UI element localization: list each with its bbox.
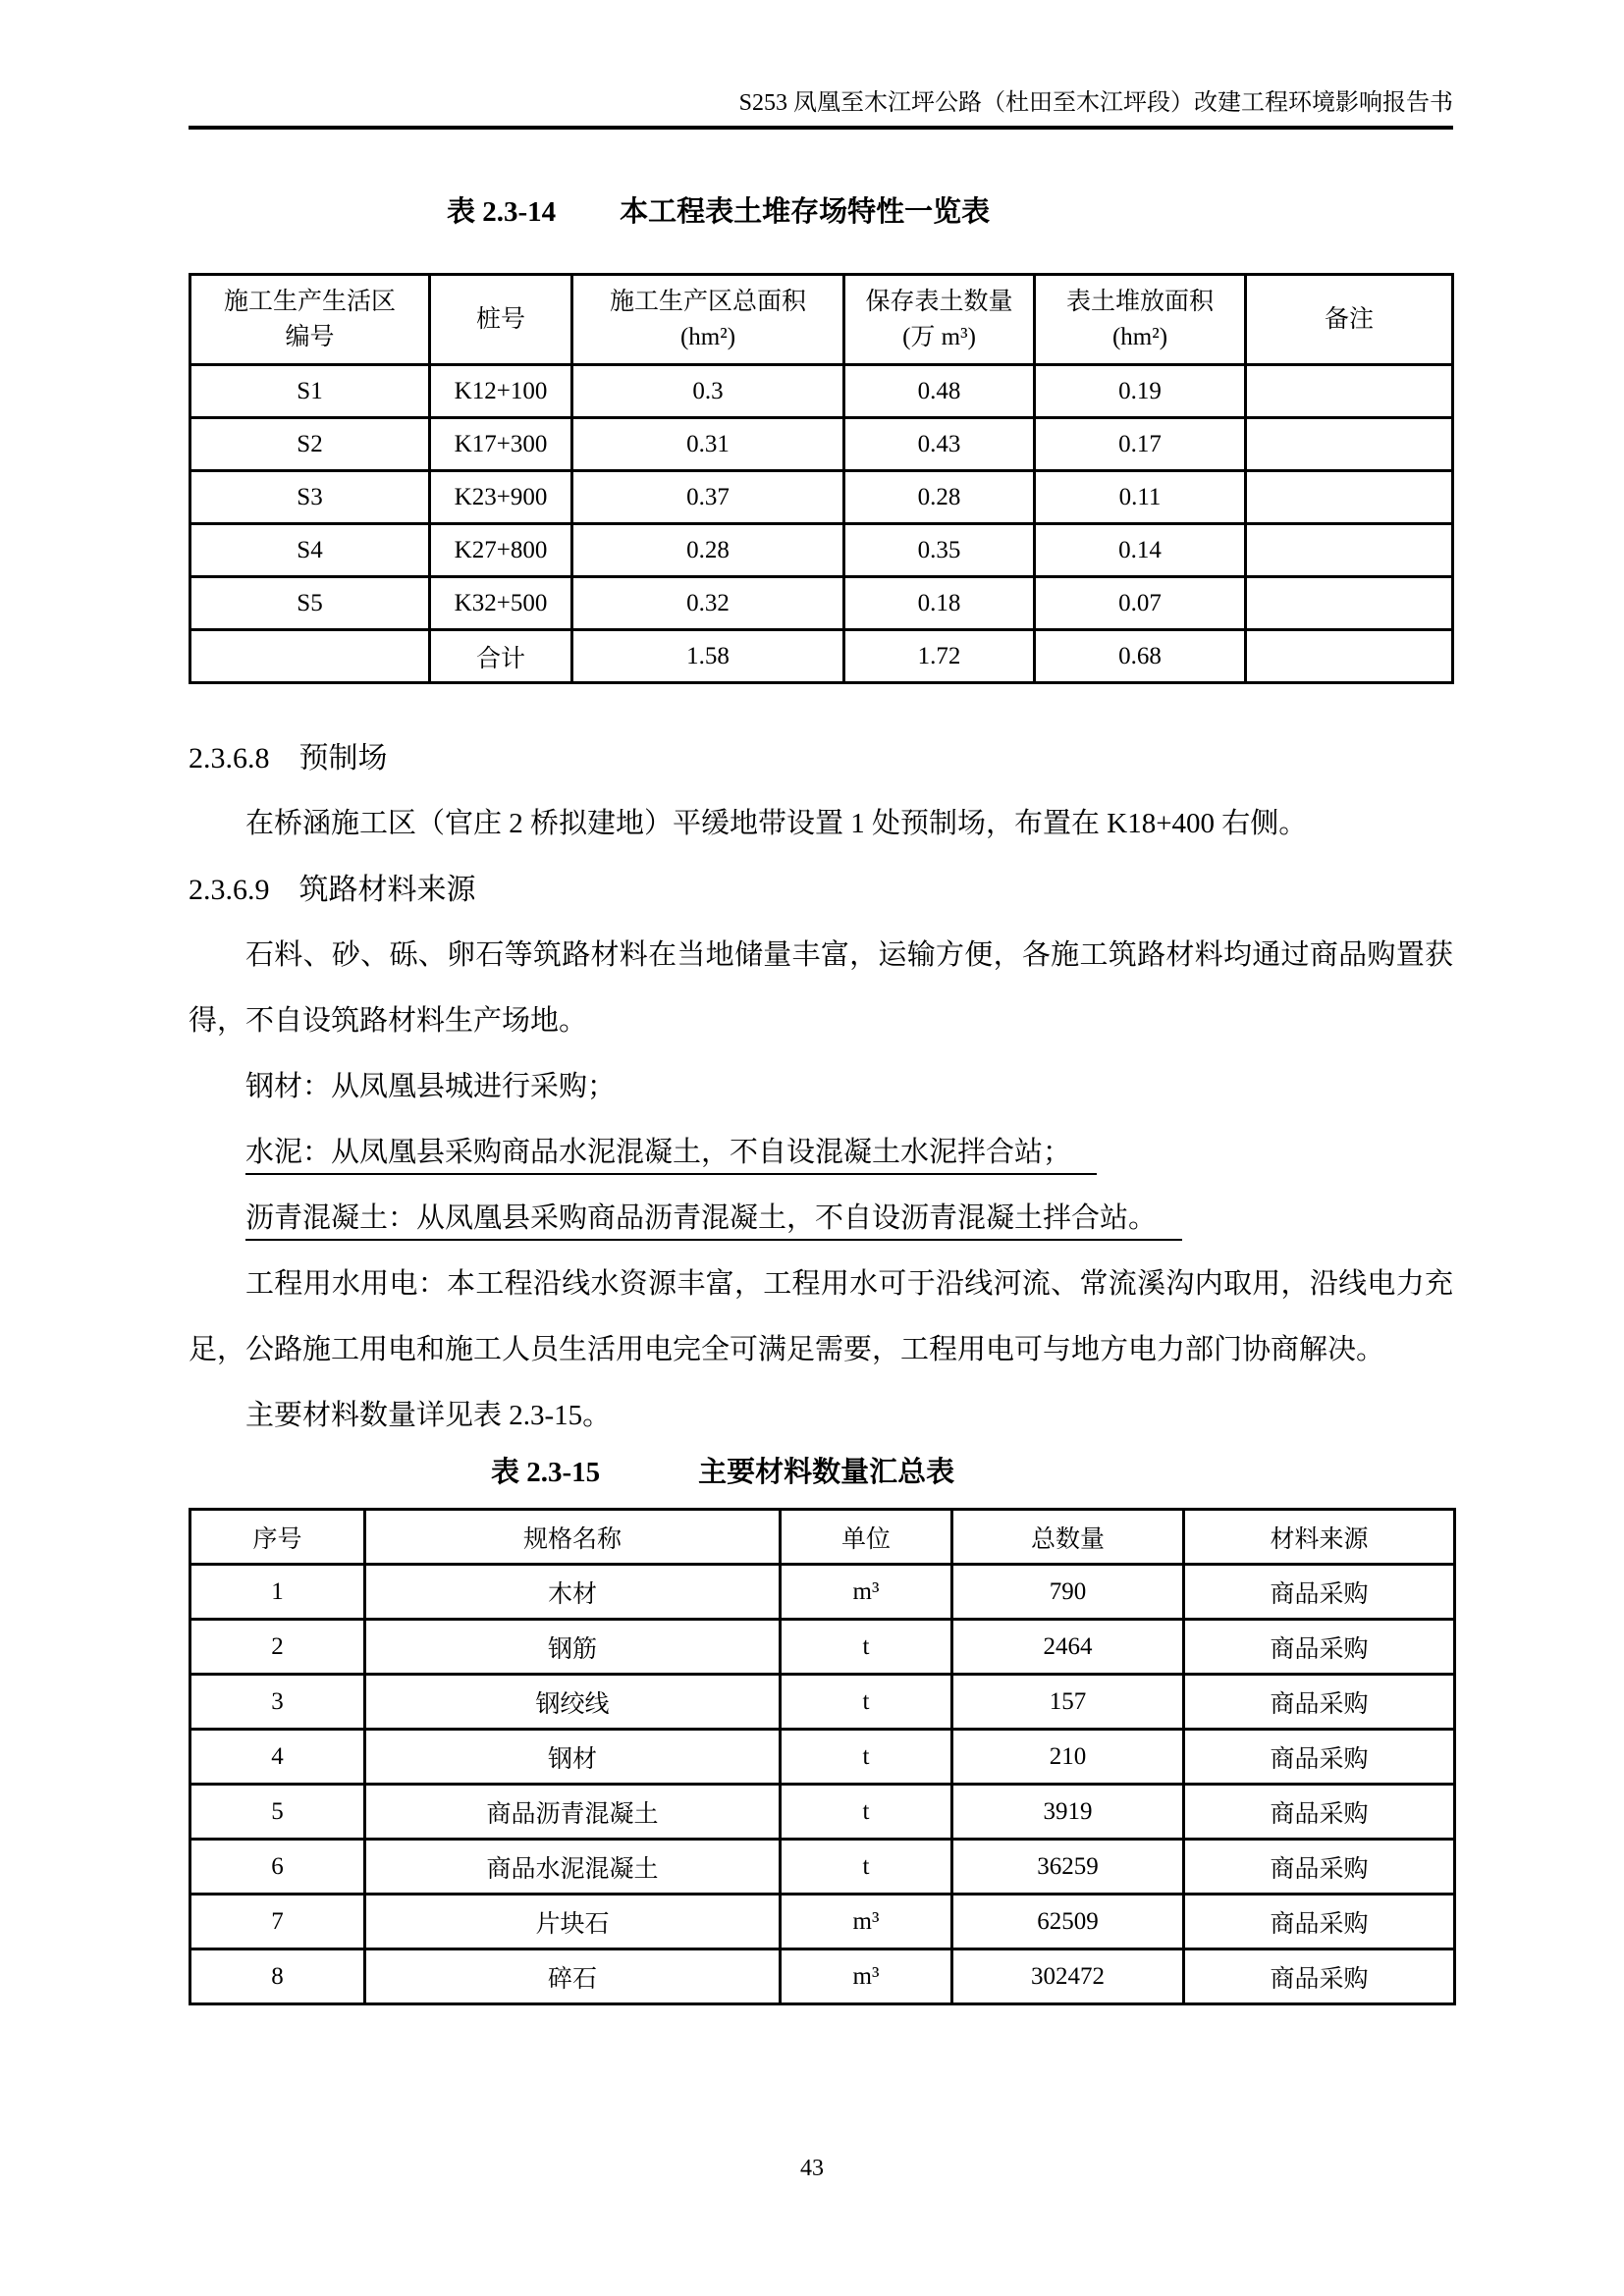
table-cell: 1 bbox=[190, 1565, 365, 1620]
table-header-cell: 保存表土数量 (万 m³) bbox=[844, 275, 1035, 365]
page-number: 43 bbox=[800, 2156, 824, 2181]
table-cell: 商品采购 bbox=[1184, 1785, 1455, 1840]
table-cell: 3 bbox=[190, 1675, 365, 1730]
page-header bbox=[189, 0, 1453, 130]
table-cell: S1 bbox=[190, 365, 430, 418]
table-cell: K12+100 bbox=[430, 365, 572, 418]
table-cell: 0.31 bbox=[572, 418, 844, 471]
table-row bbox=[190, 1840, 1455, 1895]
table-row bbox=[190, 365, 1453, 418]
paragraph-asphalt bbox=[189, 1186, 1453, 1252]
table-cell: 商品沥青混凝土 bbox=[365, 1785, 781, 1840]
table-total-row bbox=[190, 630, 1453, 683]
table-cell: 碎石 bbox=[365, 1949, 781, 2004]
table-cell: 片块石 bbox=[365, 1895, 781, 1949]
table-cell: 4 bbox=[190, 1730, 365, 1785]
table-cell: 2464 bbox=[952, 1620, 1184, 1675]
table-cell: S4 bbox=[190, 524, 430, 577]
table-cell bbox=[1246, 418, 1453, 471]
table-cell: 7 bbox=[190, 1895, 365, 1949]
table-row bbox=[190, 1675, 1455, 1730]
table-cell: 210 bbox=[952, 1730, 1184, 1785]
table-cell: 木材 bbox=[365, 1565, 781, 1620]
table-cell: 0.11 bbox=[1035, 471, 1246, 524]
table-row bbox=[190, 1895, 1455, 1949]
table-cell bbox=[1246, 524, 1453, 577]
table-cell: 0.28 bbox=[572, 524, 844, 577]
underlined-text: 水泥：从凤凰县采购商品水泥混凝土，不自设混凝土水泥拌合站； bbox=[245, 1137, 1097, 1175]
table-cell: m³ bbox=[781, 1949, 952, 2004]
table1-caption-label: 表 2.3-14 bbox=[447, 196, 557, 228]
table-cell: 商品采购 bbox=[1184, 1620, 1455, 1675]
table-cell bbox=[1246, 630, 1453, 683]
table-cell: t bbox=[781, 1675, 952, 1730]
table-header-cell: 规格名称 bbox=[365, 1510, 781, 1565]
table-row bbox=[190, 1620, 1455, 1675]
table-cell bbox=[1246, 365, 1453, 418]
table-row bbox=[190, 577, 1453, 630]
table-header-row bbox=[190, 1510, 1455, 1565]
table-cell: 商品采购 bbox=[1184, 1840, 1455, 1895]
table2-caption-label: 表 2.3-15 bbox=[491, 1457, 601, 1488]
table-cell bbox=[1246, 471, 1453, 524]
table-cell: 36259 bbox=[952, 1840, 1184, 1895]
table-cell: S3 bbox=[190, 471, 430, 524]
table-cell: 6 bbox=[190, 1840, 365, 1895]
table-row bbox=[190, 1949, 1455, 2004]
table-cell: 0.48 bbox=[844, 365, 1035, 418]
paragraph: 石料、砂、砾、卵石等筑路材料在当地储量丰富，运输方便，各施工筑路材料均通过商品购置获得，不自设筑路材料生产场地。 bbox=[189, 939, 1453, 1037]
paragraph-cement bbox=[189, 1120, 1453, 1186]
table-row bbox=[190, 524, 1453, 577]
table-header-cell: 总数量 bbox=[952, 1510, 1184, 1565]
table-cell: 0.43 bbox=[844, 418, 1035, 471]
table-row bbox=[190, 1730, 1455, 1785]
paragraph: 在桥涵施工区（官庄 2 桥拟建地）平缓地带设置 1 处预制场，布置在 K18+400 右侧。 bbox=[245, 808, 1308, 839]
table-cell: 钢筋 bbox=[365, 1620, 781, 1675]
table-header-cell: 施工生产生活区 编号 bbox=[190, 275, 430, 365]
table-header-cell: 施工生产区总面积 (hm²) bbox=[572, 275, 844, 365]
table-cell: t bbox=[781, 1620, 952, 1675]
table-cell: S2 bbox=[190, 418, 430, 471]
underlined-text: 沥青混凝土：从凤凰县采购商品沥青混凝土，不自设沥青混凝土拌合站。 bbox=[245, 1202, 1182, 1241]
paragraph: 主要材料数量详见表 2.3-15。 bbox=[245, 1400, 612, 1431]
table-cell: m³ bbox=[781, 1565, 952, 1620]
table-cell: K32+500 bbox=[430, 577, 572, 630]
table-row bbox=[190, 418, 1453, 471]
table-row bbox=[190, 1785, 1455, 1840]
table-cell: m³ bbox=[781, 1895, 952, 1949]
table-cell: 1.58 bbox=[572, 630, 844, 683]
table-cell: 0.32 bbox=[572, 577, 844, 630]
table-cell: 商品采购 bbox=[1184, 1949, 1455, 2004]
table-cell: t bbox=[781, 1785, 952, 1840]
table-cell: 商品采购 bbox=[1184, 1565, 1455, 1620]
table-header-cell: 序号 bbox=[190, 1510, 365, 1565]
table-cell: S5 bbox=[190, 577, 430, 630]
table-cell: 商品采购 bbox=[1184, 1675, 1455, 1730]
table-cell: t bbox=[781, 1840, 952, 1895]
table-cell: 商品采购 bbox=[1184, 1895, 1455, 1949]
table-header-cell: 材料来源 bbox=[1184, 1510, 1455, 1565]
section-heading-precast-yard: 2.3.6.8 预制场 bbox=[189, 742, 388, 774]
table1-caption bbox=[189, 190, 1453, 234]
table-header-cell: 备注 bbox=[1246, 275, 1453, 365]
table-cell: 1.72 bbox=[844, 630, 1035, 683]
table-header-cell: 单位 bbox=[781, 1510, 952, 1565]
table-header-cell: 桩号 bbox=[430, 275, 572, 365]
table-topsoil-storage bbox=[189, 273, 1454, 684]
table-cell: 0.35 bbox=[844, 524, 1035, 577]
table-cell: 钢绞线 bbox=[365, 1675, 781, 1730]
table2-caption bbox=[189, 1451, 1453, 1494]
table-cell: 0.07 bbox=[1035, 577, 1246, 630]
table-cell: 0.3 bbox=[572, 365, 844, 418]
table-row bbox=[190, 1565, 1455, 1620]
table-cell: 钢材 bbox=[365, 1730, 781, 1785]
table-cell: 0.37 bbox=[572, 471, 844, 524]
table-cell: 302472 bbox=[952, 1949, 1184, 2004]
table-cell: 商品采购 bbox=[1184, 1730, 1455, 1785]
table-material-summary bbox=[189, 1508, 1456, 2005]
table-cell: 0.17 bbox=[1035, 418, 1246, 471]
table-cell: 790 bbox=[952, 1565, 1184, 1620]
table-cell: 0.68 bbox=[1035, 630, 1246, 683]
table-cell: 0.14 bbox=[1035, 524, 1246, 577]
table-cell: 合计 bbox=[430, 630, 572, 683]
table-row bbox=[190, 471, 1453, 524]
header-rule bbox=[189, 126, 1453, 130]
table-cell: K17+300 bbox=[430, 418, 572, 471]
table-cell: 0.18 bbox=[844, 577, 1035, 630]
table-cell: t bbox=[781, 1730, 952, 1785]
table1-caption-title: 本工程表土堆存场特性一览表 bbox=[620, 196, 991, 228]
table-cell bbox=[190, 630, 430, 683]
table-cell: 8 bbox=[190, 1949, 365, 2004]
section-heading-material-source: 2.3.6.9 筑路材料来源 bbox=[189, 874, 476, 906]
table-cell: K27+800 bbox=[430, 524, 572, 577]
table-header-cell: 表土堆放面积 (hm²) bbox=[1035, 275, 1246, 365]
paragraph: 工程用水用电：本工程沿线水资源丰富，工程用水可于沿线河流、常流溪沟内取用，沿线电力充足，公路施工用电和施工人员生活用电完全可满足需要，工程用电可与地方电力部门协商解决。 bbox=[189, 1268, 1453, 1365]
paragraph-steel: 钢材：从凤凰县城进行采购； bbox=[245, 1071, 617, 1102]
table-cell: 62509 bbox=[952, 1895, 1184, 1949]
table-cell: 0.28 bbox=[844, 471, 1035, 524]
table-cell: 157 bbox=[952, 1675, 1184, 1730]
table-cell: K23+900 bbox=[430, 471, 572, 524]
table-cell: 5 bbox=[190, 1785, 365, 1840]
table-cell: 3919 bbox=[952, 1785, 1184, 1840]
header-title: S253 凤凰至木江坪公路（杜田至木江坪段）改建工程环境影响报告书 bbox=[738, 90, 1453, 116]
table-cell: 2 bbox=[190, 1620, 365, 1675]
table2-caption-title: 主要材料数量汇总表 bbox=[698, 1457, 955, 1488]
table-cell: 0.19 bbox=[1035, 365, 1246, 418]
table-cell: 商品水泥混凝土 bbox=[365, 1840, 781, 1895]
table-header-row bbox=[190, 275, 1453, 365]
table-cell bbox=[1246, 577, 1453, 630]
